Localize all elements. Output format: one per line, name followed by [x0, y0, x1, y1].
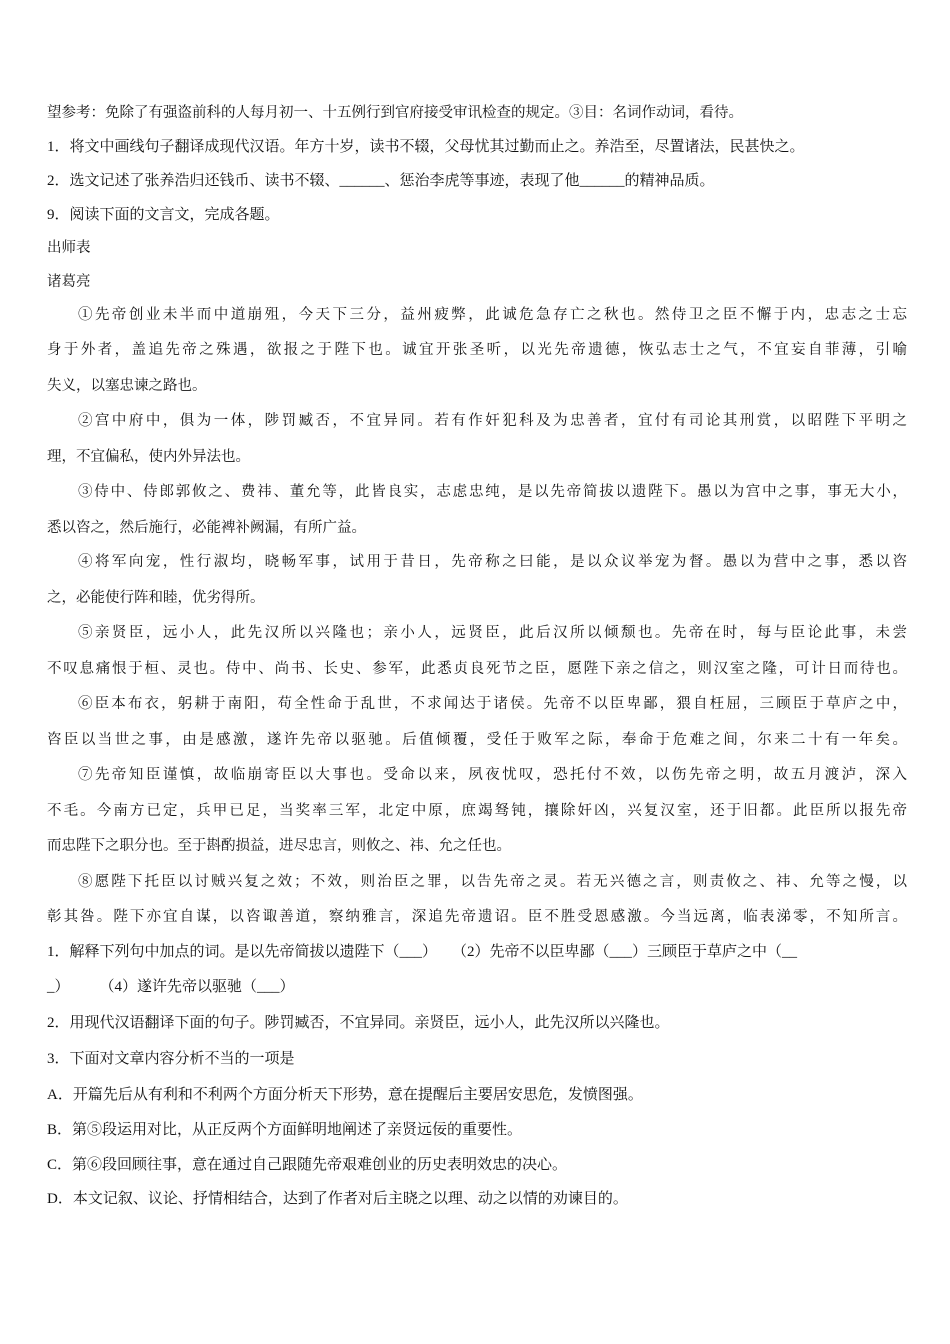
option-d: D．本文记叙、议论、抒情相结合，达到了作者对后主晓之以理、动之以情的劝谏目的。 [47, 1191, 628, 1207]
paragraph-4-line-1: ④将军向宠，性行淑均，晓畅军事，试用于昔日，先帝称之曰能，是以众议举宠为督。愚以为营中之事，悉以咨 [78, 554, 907, 570]
paragraph-3-line-1: ③侍中、侍郎郭攸之、费祎、董允等，此皆良实，志虑忠纯，是以先帝简拔以遗陛下。愚以为宫中之事，事无大小， [78, 484, 907, 500]
paragraph-5-line-2: 不叹息痛恨于桓、灵也。侍中、尚书、长史、参军，此悉贞良死节之臣，愿陛下亲之信之，则汉室之隆，可计日而待也。 [47, 661, 907, 677]
paragraph-5-line-1: ⑤亲贤臣，远小人，此先汉所以兴隆也；亲小人，远贤臣，此后汉所以倾颓也。先帝在时，每与臣论此事，未尝 [78, 625, 907, 641]
paragraph-7-line-2: 不毛。今南方已定，兵甲已足，当奖率三军，北定中原，庶竭驽钝，攘除奸凶，兴复汉室，还于旧都。此臣所以报先帝 [47, 803, 907, 819]
text-title: 出师表 [47, 240, 91, 256]
paragraph-6-line-2: 咨臣以当世之事，由是感激，遂许先帝以驱驰。后值倾覆，受任于败军之际，奉命于危难之间，尔来二十有一年矣。 [47, 732, 907, 748]
paragraph-4-line-2: 之，必能使行阵和睦，优劣得所。 [47, 590, 265, 606]
paragraph-2-line-2: 理，不宜偏私，使内外异法也。 [47, 449, 250, 465]
note-line: 望参考：免除了有强盗前科的人每月初一、十五例行到官府接受审讯检查的规定。③目：名词作动词，看待。 [47, 105, 743, 121]
text-author: 诸葛亮 [47, 274, 91, 290]
paragraph-7-line-1: ⑦先帝知臣谨慎，故临崩寄臣以大事也。受命以来，夙夜忧叹，恐托付不效，以伤先帝之明，故五月渡泸，深入 [78, 767, 907, 783]
paragraph-3-line-2: 悉以咨之，然后施行，必能裨补阙漏，有所广益。 [47, 520, 366, 536]
option-c: C．第⑥段回顾往事，意在通过自己跟随先帝艰难创业的历史表明效忠的决心。 [47, 1157, 568, 1173]
option-a: A．开篇先后从有利和不利两个方面分析天下形势，意在提醒后主要居安思危，发愤图强。 [47, 1087, 643, 1103]
paragraph-8-line-1: ⑧愿陛下托臣以讨贼兴复之效；不效，则治臣之罪，以告先帝之灵。若无兴德之言，则责攸之、祎、允等之慢，以 [78, 874, 907, 890]
question-2-fill-blank: 2．选文记述了张养浩归还钱币、读书不辍、______、惩治李虎等事迹，表现了他______的精神品质。 [47, 173, 715, 189]
paragraph-8-line-2: 彰其咎。陛下亦宜自谋，以咨诹善道，察纳雅言，深追先帝遗诏。臣不胜受恩感激。今当远离，临表涕零，不知所言。 [47, 909, 907, 925]
paragraph-6-line-1: ⑥臣本布衣，躬耕于南阳，苟全性命于乱世，不求闻达于诸侯。先帝不以臣卑鄙，猥自枉屈，三顾臣于草庐之中， [78, 696, 907, 712]
question-3-stem: 3．下面对文章内容分析不当的一项是 [47, 1051, 295, 1067]
paragraph-2-line-1: ②宫中府中，俱为一体，陟罚臧否，不宜异同。若有作奸犯科及为忠善者，宜付有司论其刑赏，以昭陛下平明之 [78, 413, 907, 429]
option-b: B．第⑤段运用对比，从正反两个方面鲜明地阐述了亲贤远佞的重要性。 [47, 1122, 523, 1138]
question-1-translate: 1．将文中画线句子翻译成现代汉语。年方十岁，读书不辍，父母忧其过勤而止之。养浩至，尽置诸法，民甚快之。 [47, 139, 805, 155]
question-9-heading: 9．阅读下面的文言文，完成各题。 [47, 207, 280, 223]
question-1-explain-words-cont: _） （4）遂许先帝以驱驰（___） [47, 979, 295, 995]
paragraph-7-line-3: 而忠陛下之职分也。至于斟酌损益，进尽忠言，则攸之、祎、允之任也。 [47, 838, 511, 854]
question-2-translate: 2．用现代汉语翻译下面的句子。陟罚臧否，不宜异同。亲贤臣，远小人，此先汉所以兴隆也。 [47, 1015, 670, 1031]
paragraph-1-line-1: ①先帝创业未半而中道崩殂，今天下三分，益州疲弊，此诚危急存亡之秋也。然侍卫之臣不懈于内，忠志之士忘 [78, 307, 907, 323]
paragraph-1-line-3: 失义，以塞忠谏之路也。 [47, 378, 207, 394]
question-1-explain-words: 1．解释下列句中加点的词。是以先帝简拔以遗陛下（___） （2）先帝不以臣卑鄙（___）三顾臣于草庐之中（__ [47, 944, 798, 960]
paragraph-1-line-2: 身于外者，盖追先帝之殊遇，欲报之于陛下也。诚宜开张圣听，以光先帝遗德，恢弘志士之气，不宜妄自菲薄，引喻 [47, 342, 907, 358]
